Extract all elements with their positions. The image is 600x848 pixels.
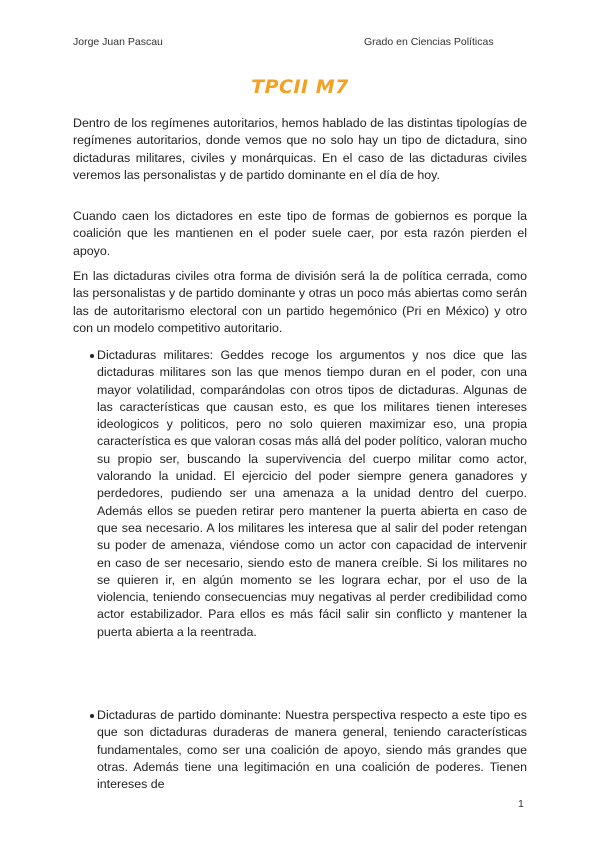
bullet-list-dominant-party — [73, 707, 527, 793]
header-author: Jorge Juan Pascau — [73, 36, 163, 48]
header-degree: Grado en Ciencias Políticas — [364, 36, 494, 48]
paragraph-civil-dictatorships — [73, 268, 527, 337]
paragraph-text: Cuando caen los dictadores en este tipo de formas de gobiernos es porque la coalición que les mantienen en el poder suele caer, por esta razón pierden el apoyo. — [73, 209, 527, 258]
list-item-text: Dictaduras de partido dominante: Nuestra perspectiva respecto a este tipo es que son dictaduras duraderas de manera general, teniendo características fundamentales, como ser una coalición de apoyo, siendo más grandes que otras. Además tiene una legitimación en una coalición de poderes. Tienen intereses de — [97, 708, 527, 792]
paragraph-text: Dentro de los regímenes autoritarios, hemos hablado de las distintas tipologías de regímenes autoritarios, donde vemos que no solo hay un tipo de dictadura, sino dictaduras militares, civiles y monárquicas. En el caso de las dictaduras civiles veremos las personalistas y de partido dominante en el día de hoy. — [73, 116, 527, 182]
list-item — [73, 707, 527, 793]
paragraph-coalition — [73, 208, 527, 260]
page-number: 1 — [518, 798, 524, 810]
document-title: TPCII M7 — [251, 76, 349, 98]
list-item — [73, 347, 527, 641]
bullet-list-military — [73, 347, 527, 641]
list-item-text: Dictaduras militares: Geddes recoge los argumentos y nos dice que las dictaduras militares son las que menos tiempo duran en el poder, con una mayor volatilidad, comparándolas con otros tipos de dictaduras. Algunas de las características que causan esto, es que los militares tienen intereses ideologicos y politicos, pero no solo quieren maximizar eso, una propia característica es que valoran cosas más allá del poder político, valoran mucho su propio ser, buscando la supervivencia del cuerpo militar como actor, valorando la unidad. El ejercicio del poder siempre genera ganadores y perdedores, pudiendo ser una amenaza a la unidad dentro del cuerpo. Además ellos se pueden retirar pero mantener la puerta abierta en caso de que sea necesario. A los militares les interesa que al salir del poder retengan su poder de amenaza, viéndose como un actor con capacidad de intervenir en caso de ser necesario, siendo esto de manera creíble. Si los militares no se quieren ir, en algún momento se les lograra echar, por el uso de la violencia, teniendo consecuencias muy negativas al perder credibilidad como actor estabilizador. Para ellos es más fácil salir sin conflicto y mantener la puerta abierta a la reentrada. — [97, 348, 527, 639]
paragraph-intro — [73, 115, 527, 184]
bullet-icon — [90, 354, 94, 358]
bullet-icon — [90, 714, 94, 718]
paragraph-text: En las dictaduras civiles otra forma de división será la de política cerrada, como las personalistas y de partido dominante y otras un poco más abiertas como serán las de autoritarismo electoral con un partido hegemónico (Pri en México) y otro con un modelo competitivo autoritario. — [73, 269, 527, 335]
